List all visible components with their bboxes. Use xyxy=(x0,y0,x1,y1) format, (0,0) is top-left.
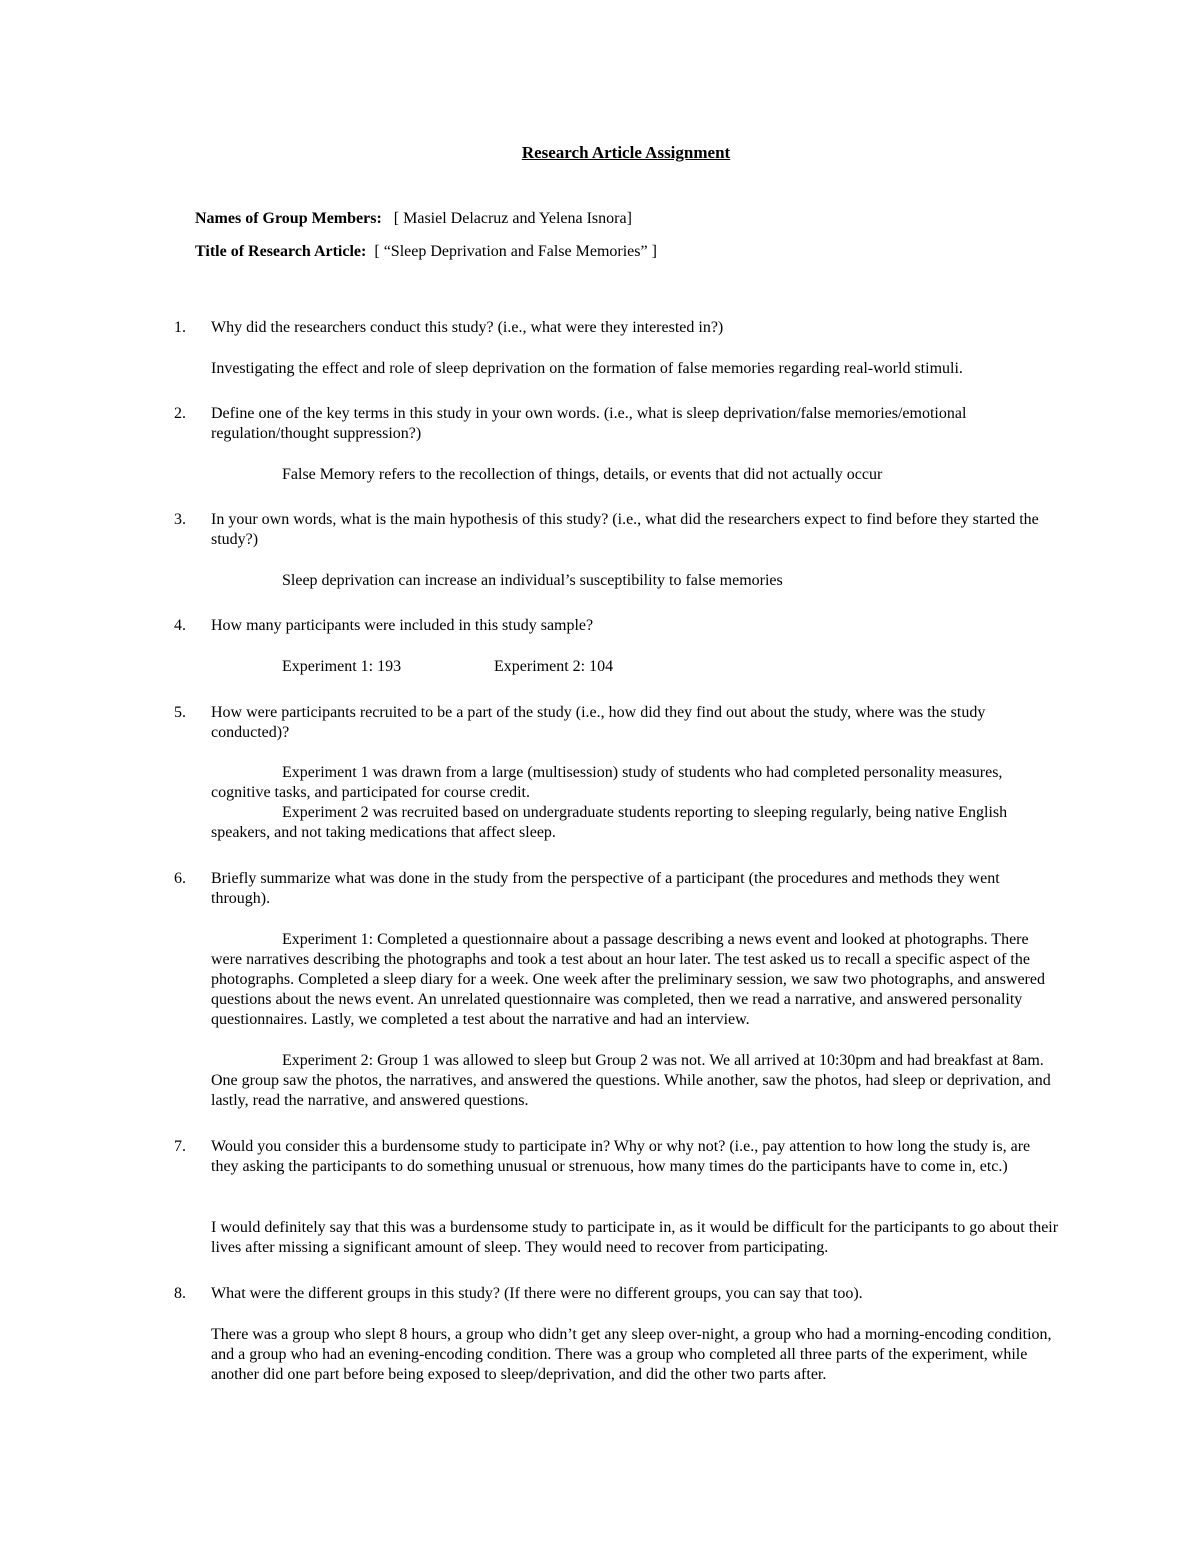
answer-1: Investigating the effect and role of sleep deprivation on the formation of false memories regarding real-world stimuli. xyxy=(211,360,963,377)
answer-2: False Memory refers to the recollection of things, details, or events that did not actually occur xyxy=(282,466,883,483)
question-text: What were the different groups in this study? (If there were no different groups, you can say that too). xyxy=(211,1285,863,1302)
question-text: How were participants recruited to be a part of the study (i.e., how did they find out about the study, where was the study conducted)? xyxy=(211,704,986,741)
question-number: 5. xyxy=(174,704,186,721)
article-title-line xyxy=(195,242,657,262)
answer-6-paragraph-2: Experiment 2: Group 1 was allowed to sleep but Group 2 was not. We all arrived at 10:30pm and had breakfast at 8am. One group saw the photos, the narratives, and answered the questions. While another, saw the photos, had sleep or deprivation, and lastly, read the narrative, and answered questions. xyxy=(211,1052,1051,1109)
answer-8: There was a group who slept 8 hours, a group who didn’t get any sleep over-night, a group who had a morning-encoding condition, and a group who had an evening-encoding condition. There was a group who completed all three parts of the experiment, while another did one part before being exposed to sleep/deprivation, and did the other two parts after. xyxy=(211,1326,1052,1383)
question-number: 2. xyxy=(174,405,186,422)
question-text: In your own words, what is the main hypothesis of this study? (i.e., what did the researchers expect to find before they started the study?) xyxy=(211,511,1039,548)
answer-5-paragraph-2: Experiment 2 was recruited based on undergraduate students reporting to sleeping regularly, being native English speakers, and not taking medications that affect sleep. xyxy=(211,804,1008,841)
answer-7: I would definitely say that this was a burdensome study to participate in, as it would be difficult for the participants to go about their lives after missing a significant amount of sleep. They would need to recover from participating. xyxy=(211,1219,1059,1256)
question-text: How many participants were included in this study sample? xyxy=(211,617,594,634)
answer-5-paragraph-1: Experiment 1 was drawn from a large (multisession) study of students who had completed personality measures, cognitive tasks, and participated for course credit. xyxy=(211,764,1003,801)
group-members-value: [ Masiel Delacruz and Yelena Isnora] xyxy=(393,210,632,227)
answer-6-paragraph-1: Experiment 1: Completed a questionnaire about a passage describing a news event and looked at photographs. There were narratives describing the photographs and took a test about an hour later. The test asked us to recall a specific aspect of the photographs. Completed a sleep diary for a week. One week after the preliminary session, we saw two photographs, and answered questions about the news event. An unrelated questionnaire was completed, then we read a narrative, and answered personality questionnaires. Lastly, we completed a test about the narrative and had an interview. xyxy=(211,931,1045,1028)
question-text: Define one of the key terms in this study in your own words. (i.e., what is sleep deprivation/false memories/emotional regulation/thought suppression?) xyxy=(211,405,967,442)
answer-3: Sleep deprivation can increase an individual’s susceptibility to false memories xyxy=(282,572,783,589)
article-title-value: [ “Sleep Deprivation and False Memories” ] xyxy=(374,243,657,260)
document-title: Research Article Assignment xyxy=(521,143,731,162)
question-number: 6. xyxy=(174,870,186,887)
question-text: Would you consider this a burdensome study to participate in? Why or why not? (i.e., pay attention to how long the study is, are they asking the participants to do something unusual or strenuous, how many times do the participants have to come in, etc.) xyxy=(211,1138,1031,1175)
question-number: 1. xyxy=(174,319,186,336)
group-members-label: Names of Group Members: xyxy=(195,210,382,227)
question-text: Why did the researchers conduct this study? (i.e., what were they interested in?) xyxy=(211,319,724,336)
question-number: 3. xyxy=(174,511,186,528)
question-text: Briefly summarize what was done in the study from the perspective of a participant (the procedures and methods they went through). xyxy=(211,870,1000,907)
answer-4-experiment-1: Experiment 1: 193 xyxy=(282,658,402,675)
question-number: 8. xyxy=(174,1285,186,1302)
question-number: 7. xyxy=(174,1138,186,1155)
article-title-label: Title of Research Article: xyxy=(195,243,367,260)
question-number: 4. xyxy=(174,617,186,634)
answer-4-experiment-2: Experiment 2: 104 xyxy=(494,658,614,675)
group-members-line xyxy=(195,209,632,229)
